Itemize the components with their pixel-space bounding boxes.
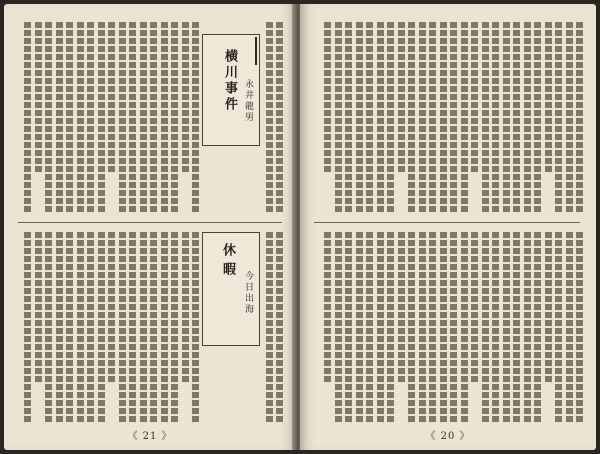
text-column [408, 22, 415, 214]
page-number-left: 《 21 》 [127, 431, 173, 442]
author-name-kon: 今日出海 [243, 271, 253, 315]
text-column [45, 22, 52, 214]
text-column [182, 22, 189, 174]
text-column [387, 232, 394, 424]
text-column [108, 232, 115, 384]
column-title-box-kyuka [202, 232, 260, 346]
text-column [324, 232, 331, 384]
text-column [524, 22, 531, 214]
text-column [492, 232, 499, 424]
text-column [345, 232, 352, 424]
text-column [24, 22, 31, 214]
text-column [566, 22, 573, 214]
text-column [471, 232, 478, 384]
text-column [182, 232, 189, 384]
text-column [398, 22, 405, 174]
text-column [534, 22, 541, 214]
text-column [24, 232, 31, 424]
text-column [576, 22, 583, 214]
text-column [77, 232, 84, 424]
right-page [300, 4, 596, 450]
text-column [356, 22, 363, 214]
text-column [503, 22, 510, 214]
text-column [545, 232, 552, 384]
text-column [545, 22, 552, 174]
column-title-yokokawa: 横川事件 [222, 49, 237, 113]
section-divider [18, 222, 282, 223]
text-column [471, 22, 478, 174]
text-column [366, 22, 373, 214]
text-column [482, 232, 489, 424]
text-column [387, 22, 394, 214]
text-column [377, 22, 384, 214]
column-series-tag [255, 37, 257, 65]
text-column [119, 232, 126, 424]
text-column [419, 232, 426, 424]
text-column [461, 22, 468, 214]
text-column [450, 232, 457, 424]
text-column [335, 232, 342, 424]
text-column [161, 232, 168, 424]
text-column [171, 232, 178, 424]
page-number-right: 《 20 》 [425, 431, 471, 442]
text-column [45, 232, 52, 424]
text-column [98, 22, 105, 214]
section-divider-right [314, 222, 580, 223]
text-column [429, 22, 436, 214]
text-column [419, 22, 426, 214]
text-column [534, 232, 541, 424]
text-column [324, 22, 331, 174]
text-column [356, 232, 363, 424]
text-column [524, 232, 531, 424]
text-column [345, 22, 352, 214]
text-column [161, 22, 168, 214]
text-column [555, 22, 562, 214]
text-column [87, 22, 94, 214]
text-column [366, 232, 373, 424]
text-column [492, 22, 499, 214]
text-column [266, 22, 273, 214]
text-column [192, 22, 199, 214]
text-column [482, 22, 489, 214]
text-column [150, 232, 157, 424]
text-column [140, 22, 147, 214]
text-column [119, 22, 126, 214]
text-column [266, 232, 273, 424]
text-column [503, 232, 510, 424]
text-column [576, 232, 583, 424]
text-column [56, 232, 63, 424]
column-title-kyuka: 休暇 [220, 243, 235, 281]
column-title-box-yokokawa [202, 34, 260, 146]
text-column [555, 232, 562, 424]
text-column [66, 22, 73, 214]
text-column [440, 22, 447, 214]
text-column [513, 22, 520, 214]
text-column [150, 22, 157, 214]
text-column [450, 22, 457, 214]
text-column [192, 232, 199, 424]
left-page [4, 4, 296, 450]
text-column [108, 22, 115, 174]
text-column [276, 22, 283, 214]
author-name-nagai: 永井龍男 [243, 79, 253, 123]
text-column [35, 232, 42, 384]
text-column [408, 232, 415, 424]
text-column [398, 232, 405, 384]
text-column [276, 232, 283, 424]
text-column [129, 232, 136, 424]
text-column [461, 232, 468, 424]
text-column [129, 22, 136, 214]
text-column [87, 232, 94, 424]
text-column [513, 232, 520, 424]
text-column [429, 232, 436, 424]
text-column [440, 232, 447, 424]
text-column [77, 22, 84, 214]
text-column [140, 232, 147, 424]
text-column [335, 22, 342, 214]
text-column [171, 22, 178, 214]
text-column [35, 22, 42, 174]
text-column [377, 232, 384, 424]
text-column [66, 232, 73, 424]
text-column [56, 22, 63, 214]
text-column [566, 232, 573, 424]
text-column [98, 232, 105, 424]
